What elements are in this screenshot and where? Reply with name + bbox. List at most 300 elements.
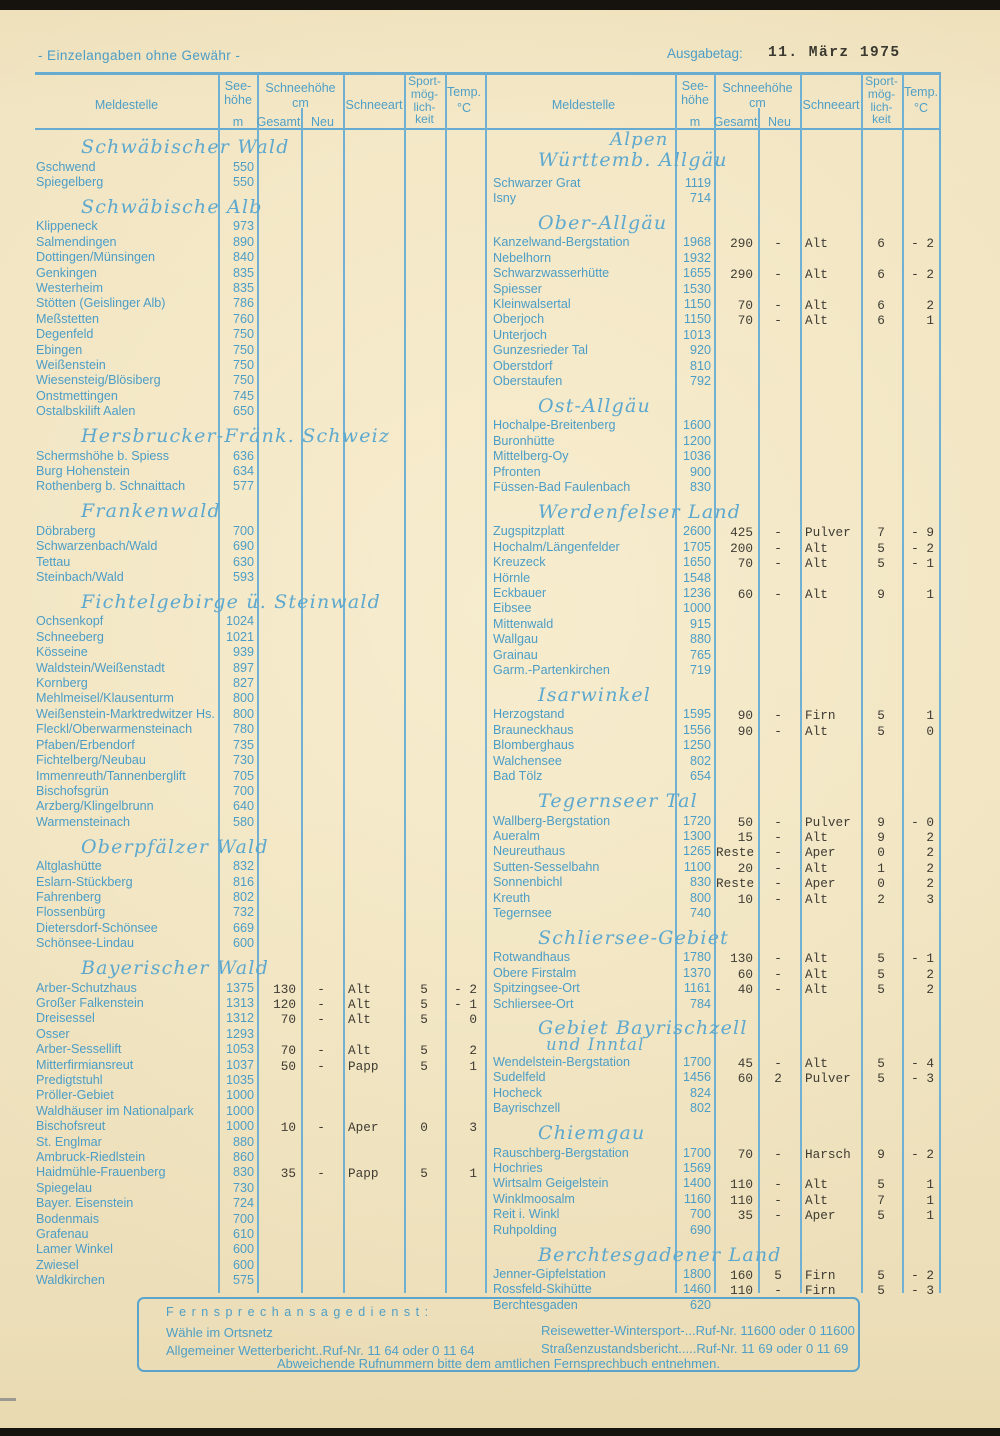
altitude-m: 786: [232, 296, 254, 311]
snow-new-cm: -: [774, 556, 782, 572]
station-name: Rotwandhaus: [493, 950, 571, 965]
temperature-c: 1: [926, 313, 934, 329]
station-row: [35, 1273, 487, 1288]
temperature-c: - 1: [911, 556, 934, 572]
altitude-m: 620: [689, 1297, 711, 1312]
altitude-m: 690: [232, 539, 254, 554]
station-name: Ostalbskilift Aalen: [36, 404, 136, 419]
snow-new-cm: -: [774, 708, 782, 724]
region-heading: Gebiet Bayrischzell: [538, 1017, 748, 1040]
station-name: Altglashütte: [36, 859, 102, 874]
sport-possibility: 5: [420, 996, 428, 1012]
station-row: [35, 342, 487, 357]
col-header-schneehoehe: [258, 81, 343, 110]
altitude-m: 714: [689, 190, 711, 205]
altitude-m: 1053: [225, 1042, 254, 1057]
col-header-schneeart: Schneeart: [802, 98, 860, 112]
station-row: [35, 995, 487, 1010]
snow-total-cm: 70: [280, 1043, 296, 1059]
altitude-m: 827: [232, 676, 254, 691]
col-header-sport-line4: keit: [872, 112, 891, 127]
station-row: [492, 707, 941, 722]
station-row: [35, 783, 487, 798]
snow-type: Alt: [805, 829, 828, 845]
table-right-body: [492, 130, 941, 1313]
snow-new-cm: -: [774, 236, 782, 252]
station-row: [35, 874, 487, 889]
snow-type: Alt: [805, 313, 828, 329]
station-row: [35, 159, 487, 174]
snow-type: Harsch: [805, 1146, 851, 1162]
snow-new-cm: -: [317, 1043, 325, 1059]
snow-type: Papp: [348, 1058, 379, 1074]
station-row: [35, 1103, 487, 1118]
station-row: [35, 768, 487, 783]
station-name: Ebingen: [36, 342, 83, 357]
station-name: Füssen-Bad Faulenbach: [493, 480, 631, 494]
altitude-m: 939: [232, 645, 254, 660]
station-name: Kreuzeck: [493, 555, 546, 570]
altitude-m: 1000: [682, 601, 711, 616]
sport-possibility: 6: [877, 236, 885, 252]
station-row: [35, 219, 487, 234]
sport-possibility: 0: [877, 876, 885, 892]
station-row: [492, 235, 941, 250]
altitude-m: 2600: [682, 524, 711, 539]
temperature-c: - 2: [454, 981, 477, 997]
altitude-m: 580: [232, 814, 254, 829]
station-name: Schwarzenbach/Wald: [36, 539, 158, 554]
temperature-c: 1: [926, 1208, 934, 1224]
station-row: [492, 844, 941, 859]
station-name: Oberjoch: [493, 312, 545, 327]
altitude-m: 1100: [683, 859, 711, 874]
altitude-m: 750: [232, 357, 254, 372]
station-name: Waldhäuser im Nationalpark: [36, 1103, 194, 1118]
station-row: [492, 373, 941, 388]
station-row: [35, 388, 487, 403]
phone-service-title: Fernsprechansagedienst:: [166, 1305, 434, 1319]
station-name: Pfaben/Erbendorf: [36, 737, 135, 752]
snow-new-cm: -: [317, 996, 325, 1012]
col-header-seehoehe-line2: höhe: [681, 93, 709, 107]
temperature-c: 2: [926, 860, 934, 876]
altitude-m: 860: [232, 1150, 254, 1165]
temperature-c: 3: [926, 891, 934, 907]
altitude-m: 1037: [225, 1057, 254, 1072]
altitude-m: 1655: [682, 266, 711, 281]
station-name: Wiesensteig/Blösiberg: [36, 373, 161, 388]
station-name: Hörnle: [493, 570, 531, 585]
col-header-temp: [444, 84, 484, 116]
station-row: [492, 632, 941, 647]
snow-new-cm: -: [774, 876, 782, 892]
col-header-sportmoeglichkeit: [404, 75, 445, 126]
station-row: [492, 250, 941, 265]
station-name: Gunzesrieder Tal: [493, 343, 588, 358]
altitude-m: 732: [232, 905, 254, 920]
altitude-m: 802: [232, 889, 254, 904]
temperature-c: 2: [469, 1043, 477, 1059]
snow-new-cm: -: [774, 1192, 782, 1208]
snow-total-cm: 110: [730, 1192, 753, 1208]
sport-possibility: 1: [877, 860, 885, 876]
station-row: [492, 890, 941, 905]
sport-possibility: 5: [420, 1012, 428, 1028]
station-name: Wirtsalm Geigelstein: [493, 1176, 609, 1191]
snow-new-cm: -: [774, 723, 782, 739]
station-row: [35, 722, 487, 737]
station-row: [492, 813, 941, 828]
station-row: [35, 373, 487, 388]
altitude-m: 735: [232, 737, 254, 752]
station-row: [492, 996, 941, 1011]
temperature-c: 2: [926, 876, 934, 892]
station-row: [35, 614, 487, 629]
station-name: Arber-Schutzhaus: [36, 980, 137, 995]
station-name: Dietersdorf-Schönsee: [36, 920, 158, 935]
snow-new-cm: -: [774, 297, 782, 313]
snow-new-cm: -: [774, 814, 782, 830]
altitude-m: 1569: [682, 1161, 711, 1175]
station-name: Waldkirchen: [36, 1273, 105, 1288]
snow-total-cm: 110: [730, 1177, 753, 1193]
col-header-schneehoehe: [715, 81, 800, 110]
temperature-c: - 2: [911, 540, 934, 556]
col-header-sport-line3: lich-: [870, 99, 893, 114]
altitude-m: 634: [232, 464, 254, 478]
snow-type: Firn: [805, 1268, 836, 1284]
snow-total-cm: 70: [737, 313, 753, 329]
snow-new-cm: 2: [774, 1071, 782, 1087]
station-name: Wallgau: [493, 632, 539, 647]
station-name: Sonnenbichl: [493, 875, 563, 890]
altitude-m: 1236: [682, 586, 711, 601]
altitude-m: 1556: [682, 722, 711, 737]
col-header-m: m: [232, 115, 244, 129]
station-row: [492, 1191, 941, 1206]
temperature-c: - 2: [911, 267, 934, 283]
altitude-m: 593: [232, 570, 254, 585]
snow-total-cm: 70: [737, 556, 753, 572]
snow-type: Firn: [805, 1283, 836, 1299]
snow-type: Papp: [348, 1166, 379, 1182]
station-row: [492, 1070, 941, 1085]
altitude-m: 600: [232, 936, 254, 951]
sport-possibility: 7: [877, 525, 885, 541]
col-header-schneehoehe-line1: Schneehöhe: [722, 81, 793, 95]
snow-total-cm: 60: [737, 587, 753, 603]
station-row: [35, 629, 487, 644]
altitude-m: 1780: [682, 950, 711, 965]
station-row: [492, 312, 941, 327]
station-row: [492, 464, 941, 479]
sport-possibility: 5: [877, 1283, 885, 1299]
station-row: [492, 1145, 941, 1160]
col-header-temp: [901, 84, 941, 116]
station-name: Klippeneck: [36, 219, 98, 234]
station-row: [35, 1073, 487, 1088]
region-heading: Schwäbischer Wald: [81, 136, 290, 158]
station-name: Dreisessel: [36, 1011, 95, 1026]
temperature-c: - 2: [911, 1268, 934, 1284]
station-name: Meßstetten: [36, 311, 99, 326]
col-header-sport-line2: mög-: [867, 86, 896, 101]
station-name: Schneeberg: [36, 629, 104, 644]
col-header-temp-line1: Temp.: [903, 85, 939, 99]
station-name: Bad Tölz: [493, 769, 543, 784]
sport-possibility: 5: [877, 951, 885, 967]
col-header-seehoehe-line1: See-: [681, 79, 709, 93]
snow-type: Aper: [805, 845, 836, 861]
snow-total-cm: 200: [730, 540, 753, 556]
temperature-c: 0: [469, 1012, 477, 1028]
issue-date-value: 11. März 1975: [768, 45, 901, 61]
altitude-m: 1036: [682, 449, 711, 464]
station-row: [35, 645, 487, 660]
station-name: Osser: [36, 1026, 70, 1041]
altitude-m: 1200: [682, 433, 711, 448]
altitude-m: 830: [689, 875, 711, 890]
altitude-m: 1720: [682, 813, 711, 828]
altitude-m: 880: [689, 632, 711, 647]
snow-new-cm: -: [774, 1146, 782, 1162]
snow-new-cm: -: [774, 587, 782, 603]
station-row: [492, 343, 941, 358]
station-row: [492, 769, 941, 784]
station-name: Tettau: [36, 554, 71, 569]
col-header-seehoehe-line1: See-: [224, 79, 252, 93]
snow-total-cm: 90: [737, 708, 753, 724]
station-name: Döbraberg: [36, 523, 96, 538]
snow-new-cm: -: [774, 982, 782, 998]
altitude-m: 700: [232, 1211, 254, 1226]
altitude-m: 1530: [682, 281, 711, 296]
station-name: Kösseine: [36, 645, 88, 660]
altitude-m: 1160: [683, 1191, 711, 1206]
snow-new-cm: 5: [774, 1268, 782, 1284]
altitude-m: 600: [232, 1257, 254, 1272]
station-row: [35, 1119, 487, 1134]
station-name: Steinbach/Wald: [36, 570, 124, 585]
station-row: [492, 190, 941, 205]
phone-service-left-line2: Allgemeiner Wetterbericht..Ruf-Nr. 11 64 oder 0 11 64: [166, 1343, 475, 1358]
col-header-seehoehe: [676, 79, 714, 107]
altitude-m: 1035: [225, 1073, 254, 1087]
temperature-c: - 0: [911, 814, 934, 830]
station-row: [492, 647, 941, 662]
altitude-m: 650: [232, 404, 254, 419]
altitude-m: 1600: [682, 418, 711, 433]
snow-new-cm: -: [774, 891, 782, 907]
snow-total-cm: 425: [730, 525, 753, 541]
station-name: Berchtesgaden: [493, 1297, 578, 1312]
temperature-c: 1: [469, 1058, 477, 1074]
station-row: [35, 706, 487, 721]
station-name: Tegernsee: [493, 905, 552, 920]
sport-possibility: 5: [420, 1043, 428, 1059]
station-row: [492, 1267, 941, 1282]
sport-possibility: 0: [877, 845, 885, 861]
station-row: [35, 889, 487, 904]
station-row: [492, 663, 941, 678]
station-row: [492, 905, 941, 920]
station-row: [492, 601, 941, 616]
station-name: Fahrenberg: [36, 889, 102, 904]
sport-possibility: 5: [420, 981, 428, 997]
region-heading: Ober-Allgäu: [538, 211, 668, 234]
snow-type: Alt: [348, 981, 371, 997]
station-name: Reit i. Winkl: [493, 1207, 560, 1222]
station-row: [35, 905, 487, 920]
altitude-m: 800: [689, 890, 711, 905]
station-row: [35, 570, 487, 585]
altitude-m: 835: [232, 280, 254, 295]
station-name: Genkingen: [36, 265, 97, 280]
altitude-m: 824: [689, 1085, 711, 1100]
sport-possibility: 5: [877, 1268, 885, 1284]
altitude-m: 900: [689, 464, 711, 479]
altitude-m: 780: [232, 722, 254, 737]
station-row: [492, 616, 941, 631]
snow-type: Aper: [348, 1120, 379, 1136]
sport-possibility: 7: [877, 1192, 885, 1208]
altitude-m: 1250: [682, 738, 711, 753]
altitude-m: 700: [689, 1207, 711, 1222]
station-name: Schwarzer Grat: [493, 175, 581, 190]
station-row: [35, 327, 487, 342]
sport-possibility: 5: [877, 1055, 885, 1071]
altitude-m: 1375: [225, 980, 254, 995]
station-row: [35, 1150, 487, 1165]
station-row: [492, 859, 941, 874]
temperature-c: 0: [926, 723, 934, 739]
station-row: [35, 448, 487, 463]
altitude-m: 577: [232, 479, 254, 494]
altitude-m: 1460: [682, 1282, 711, 1297]
altitude-m: 802: [689, 1101, 711, 1116]
station-row: [492, 1207, 941, 1222]
snow-total-cm: 90: [737, 723, 753, 739]
region-heading: Schwäbische Alb: [81, 195, 263, 218]
station-row: [35, 660, 487, 675]
altitude-m: 640: [232, 799, 254, 814]
station-name: Neureuthaus: [493, 844, 566, 859]
photo-edge-bottom: [0, 1428, 1000, 1436]
phone-service-left-line1: Wähle im Ortsnetz: [166, 1325, 273, 1340]
station-name: Arber-Sessellift: [36, 1042, 122, 1057]
station-name: Unterjoch: [493, 327, 547, 342]
station-row: [492, 1282, 941, 1297]
temperature-c: 1: [926, 1177, 934, 1193]
station-name: Sudelfeld: [493, 1070, 546, 1085]
station-row: [492, 950, 941, 965]
station-row: [35, 1057, 487, 1072]
region-heading: Tegernseer Tal: [538, 790, 698, 812]
snow-new-cm: -: [774, 267, 782, 283]
altitude-m: 1150: [683, 296, 711, 311]
altitude-m: 669: [232, 920, 254, 935]
col-header-temp-unit: °C: [913, 101, 929, 115]
altitude-m: 1024: [225, 614, 254, 629]
altitude-m: 897: [232, 660, 254, 675]
station-row: [492, 1222, 941, 1237]
col-header-temp-line1: Temp.: [446, 85, 482, 99]
station-name: Bischofsgrün: [36, 783, 109, 798]
altitude-m: 800: [232, 691, 254, 706]
sport-possibility: 5: [877, 723, 885, 739]
altitude-m: 1800: [682, 1267, 711, 1282]
altitude-m: 750: [232, 342, 254, 357]
station-name: Oberstdorf: [493, 358, 553, 373]
snow-total-cm: 45: [737, 1055, 753, 1071]
station-row: [492, 1054, 941, 1069]
snow-total-cm: Reste: [716, 845, 755, 861]
region-heading-line2: und Inntal: [546, 1035, 645, 1055]
altitude-m: 973: [232, 219, 254, 234]
altitude-m: 690: [689, 1222, 711, 1237]
snow-total-cm: 160: [730, 1268, 753, 1284]
altitude-m: 600: [232, 1242, 254, 1257]
sport-possibility: 5: [877, 1208, 885, 1224]
region-heading: Hersbrucker-Fränk. Schweiz: [81, 425, 391, 448]
region-heading: Oberpfälzer Wald: [81, 835, 269, 858]
station-row: [35, 1026, 487, 1041]
station-name: Herzogstand: [493, 707, 565, 722]
station-row: [492, 418, 941, 433]
snow-new-cm: -: [774, 1208, 782, 1224]
snow-total-cm: 60: [737, 1071, 753, 1087]
altitude-m: 550: [232, 159, 254, 174]
temperature-c: 2: [926, 845, 934, 861]
snow-new-cm: -: [774, 540, 782, 556]
station-row: [492, 1161, 941, 1176]
snow-total-cm: 290: [730, 267, 753, 283]
region-heading: Fichtelgebirge ü. Steinwald: [81, 590, 382, 613]
station-row: [35, 1242, 487, 1257]
col-header-meldestelle: Meldestelle: [551, 98, 616, 112]
station-name: Onstmettingen: [36, 388, 118, 403]
col-header-neu: Neu: [311, 115, 334, 129]
station-name: Pröller-Gebiet: [36, 1088, 114, 1103]
station-name: St. Englmar: [36, 1134, 102, 1149]
station-name: Westerheim: [36, 280, 103, 295]
col-header-schneehoehe-line1: Schneehöhe: [265, 81, 336, 95]
station-row: [35, 250, 487, 265]
snow-type: Pulver: [805, 1071, 851, 1087]
station-row: [35, 1211, 487, 1226]
altitude-m: 1313: [225, 995, 254, 1010]
altitude-m: 1370: [682, 965, 711, 980]
station-name: Sutten-Sesselbahn: [493, 859, 600, 874]
station-name: Flossenbürg: [36, 905, 106, 920]
col-header-neu: Neu: [768, 115, 791, 129]
sport-possibility: 2: [877, 891, 885, 907]
temperature-c: 1: [926, 587, 934, 603]
station-row: [492, 296, 941, 311]
temperature-c: 2: [926, 982, 934, 998]
station-name: Hochalm/Längenfelder: [493, 539, 620, 554]
station-name: Pfronten: [493, 464, 541, 479]
col-header-meldestelle: Meldestelle: [94, 98, 159, 112]
snow-new-cm: -: [774, 966, 782, 982]
col-header-gesamt: Gesamt: [256, 115, 301, 129]
station-name: Weißenstein: [36, 357, 106, 372]
snow-new-cm: -: [774, 845, 782, 861]
station-name: Arzberg/Klingelbrunn: [36, 799, 154, 814]
sport-possibility: 6: [877, 267, 885, 283]
photo-edge-nick: [0, 1398, 16, 1401]
